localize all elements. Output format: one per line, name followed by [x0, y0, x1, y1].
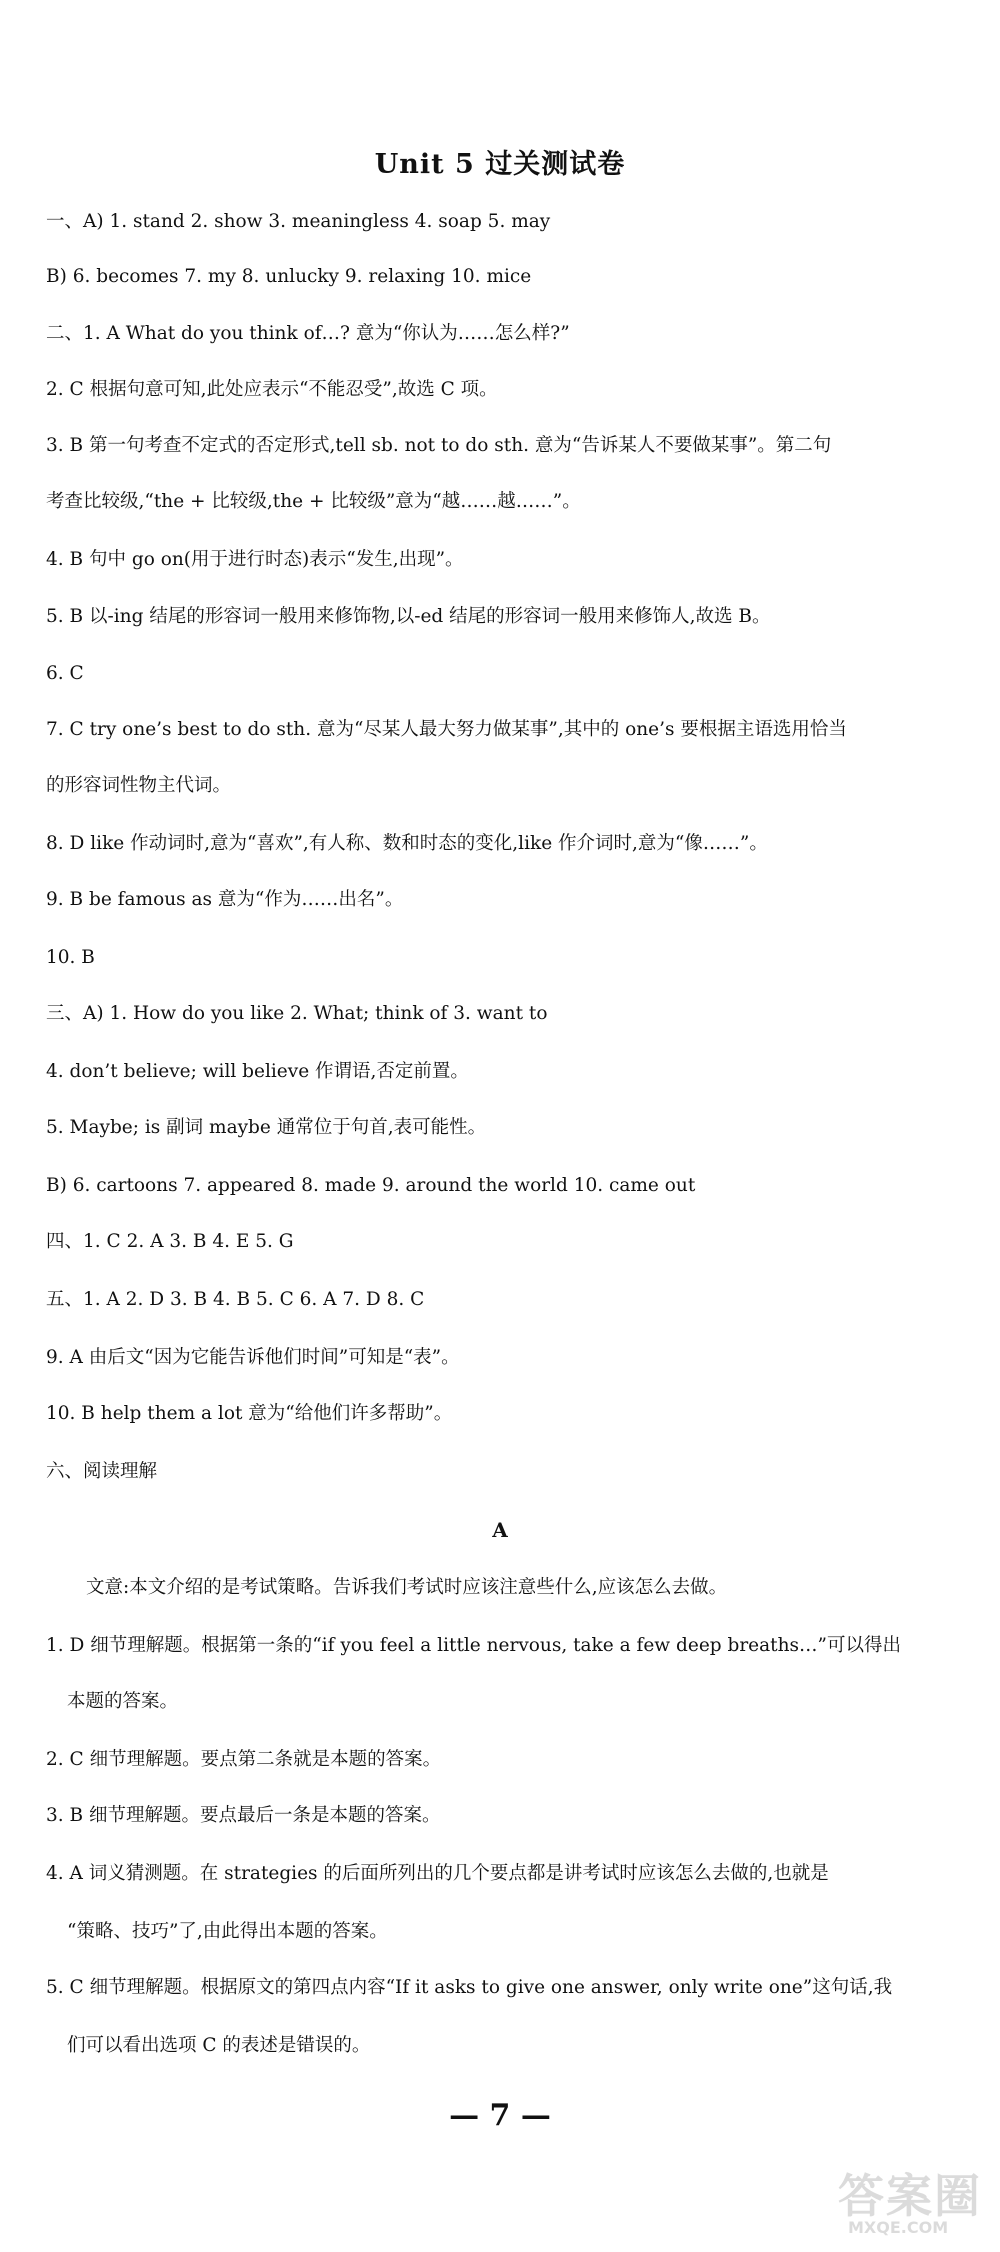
answer-line: 五、1. A 2. D 3. B 4. B 5. C 6. A 7. D 8. C	[46, 1289, 425, 1310]
answer-line: 8. D like 作动词时,意为“喜欢”,有人称、数和时态的变化,like 作介词时,意为“像……”。	[46, 833, 768, 854]
answer-line: 9. A 由后文“因为它能告诉他们时间”可知是“表”。	[46, 1347, 460, 1368]
reading-answer-line: 2. C 细节理解题。要点第二条就是本题的答案。	[46, 1749, 442, 1770]
reading-answer-line: 1. D 细节理解题。根据第一条的“if you feel a little nervous, take a few deep breaths…”可以得出	[46, 1635, 901, 1656]
reading-answer-line: 5. C 细节理解题。根据原文的第四点内容“If it asks to give one answer, only write one”这句话,我	[46, 1977, 893, 1998]
reading-answer-line: 3. B 细节理解题。要点最后一条是本题的答案。	[46, 1805, 441, 1826]
reading-answer-line: 4. A 词义猜测题。在 strategies 的后面所列出的几个要点都是讲考试时应该怎么去做的,也就是	[46, 1863, 829, 1884]
section-heading: 六、阅读理解	[46, 1461, 158, 1482]
page-title: Unit 5 过关测试卷	[374, 149, 626, 180]
answer-line: 四、1. C 2. A 3. B 4. E 5. G	[46, 1231, 294, 1252]
answer-line: B) 6. cartoons 7. appeared 8. made 9. around the world 10. came out	[46, 1175, 696, 1196]
answer-line: 6. C	[46, 663, 84, 684]
watermark-logo	[838, 2160, 988, 2240]
answer-line: 5. Maybe; is 副词 maybe 通常位于句首,表可能性。	[46, 1117, 487, 1138]
answer-line: 4. B 句中 go on(用于进行时态)表示“发生,出现”。	[46, 549, 464, 570]
answer-line: 10. B help them a lot 意为“给他们许多帮助”。	[46, 1403, 453, 1424]
answer-line: 10. B	[46, 947, 95, 968]
answer-line: B) 6. becomes 7. my 8. unlucky 9. relaxing 10. mice	[46, 266, 532, 287]
answer-line: 二、1. A What do you think of…? 意为“你认为……怎么样?”	[46, 323, 570, 344]
watermark-url: MXQE.COM	[848, 2218, 949, 2237]
answer-line-continuation: 考查比较级,“the + 比较级,the + 比较级”意为“越……越……”。	[46, 491, 581, 512]
answer-line-continuation: 的形容词性物主代词。	[46, 775, 232, 796]
answer-line: 3. B 第一句考查不定式的否定形式,tell sb. not to do sth. 意为“告诉某人不要做某事”。第二句	[46, 435, 832, 456]
answer-line: 7. C try one’s best to do sth. 意为“尽某人最大努力做某事”,其中的 one’s 要根据主语选用恰当	[46, 719, 847, 740]
watermark-text: 答案圈	[838, 2169, 982, 2223]
reading-answer-continuation: 本题的答案。	[67, 1691, 179, 1712]
reading-answer-continuation: “策略、技巧”了,由此得出本题的答案。	[67, 1921, 388, 1942]
answer-line: 三、A) 1. How do you like 2. What; think of 3. want to	[46, 1003, 548, 1024]
answer-line: 9. B be famous as 意为“作为……出名”。	[46, 889, 404, 910]
answer-line: 一、A) 1. stand 2. show 3. meaningless 4. soap 5. may	[46, 211, 551, 232]
answer-line: 4. don’t believe; will believe 作谓语,否定前置。	[46, 1061, 469, 1082]
answer-line: 2. C 根据句意可知,此处应表示“不能忍受”,故选 C 项。	[46, 379, 498, 400]
passage-label: A	[492, 1518, 508, 1542]
reading-answer-continuation: 们可以看出选项 C 的表述是错误的。	[67, 2035, 371, 2056]
answer-line: 5. B 以-ing 结尾的形容词一般用来修饰物,以-ed 结尾的形容词一般用来修饰人,故选 B。	[46, 606, 771, 627]
page-number: — 7 —	[449, 2098, 551, 2133]
passage-summary: 文意:本文介绍的是考试策略。告诉我们考试时应该注意些什么,应该怎么去做。	[86, 1577, 728, 1598]
